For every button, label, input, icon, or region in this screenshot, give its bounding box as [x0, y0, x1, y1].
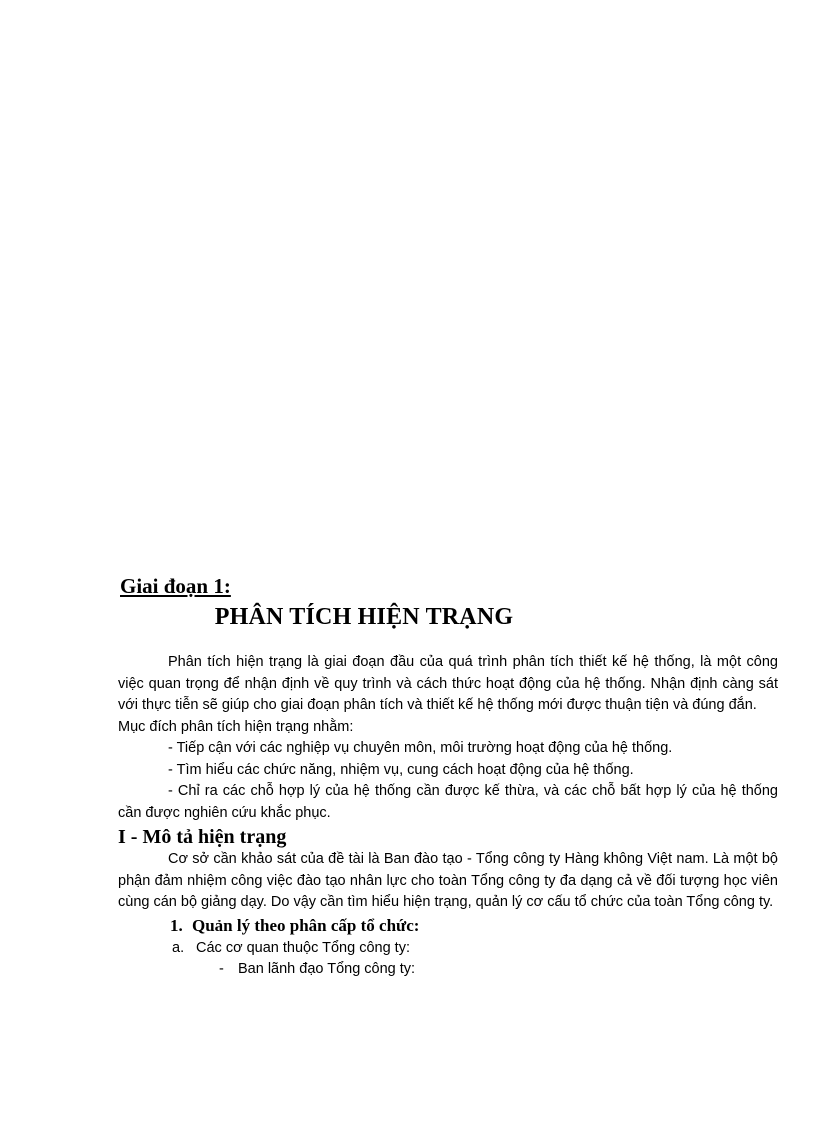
- list-item-dash: [219, 959, 778, 981]
- intro-paragraph: Phân tích hiện trạng là giai đoạn đầu của quá trình phân tích thiết kế hệ thống, là một công việc quan trọng để nhận định về quy trình và cách thức hoạt động của hệ thống. Nhận định càng sát với thực tiễn sẽ giúp cho giai đoạn phân tích và thiết kế hệ thống mới được thuận tiện và đúng đắn.: [118, 654, 778, 713]
- subsection-heading: [170, 914, 778, 938]
- section-heading: I - Mô tả hiện trạng: [118, 826, 287, 848]
- bullet-item: - Tìm hiểu các chức năng, nhiệm vụ, cung cách hoạt động của hệ thống.: [168, 761, 634, 778]
- bullet-item: - Chỉ ra các chỗ hợp lý của hệ thống cần được kế thừa, và các chỗ bất hợp lý của hệ thống cần được nghiên cứu khắc phục.: [118, 783, 778, 821]
- dash-label: -: [219, 961, 224, 977]
- list-item-a: [172, 938, 778, 960]
- phase-label: Giai đoạn 1:: [120, 574, 231, 598]
- bullet-item: - Tiếp cận với các nghiệp vụ chuyên môn, môi trường hoạt động của hệ thống.: [168, 740, 673, 756]
- dash-text: Ban lãnh đạo Tổng công ty:: [238, 961, 416, 977]
- page-title: PHÂN TÍCH HIỆN TRẠNG: [214, 604, 514, 630]
- subsection-title: Quản lý theo phân cấp tổ chức:: [192, 915, 420, 935]
- subsection-number: 1.: [170, 915, 183, 935]
- list-item-label: a.: [172, 939, 185, 956]
- document-body: [118, 652, 778, 981]
- purpose-line: Mục đích phân tích hiện trạng nhằm:: [118, 718, 354, 735]
- list-item-text: Các cơ quan thuộc Tổng công ty:: [196, 939, 410, 956]
- section-paragraph: Cơ sở cần khảo sát của đề tài là Ban đào tạo - Tổng công ty Hàng không Việt nam. Là một bộ phận đảm nhiệm công việc đào tạo nhân lực cho toàn Tổng công ty đa dạng cả về đối tượng học viên cùng cán bộ giảng dạy. Do vậy cần tìm hiểu hiện trạng, quản lý cơ cấu tổ chức của toàn Tổng công ty.: [118, 851, 778, 910]
